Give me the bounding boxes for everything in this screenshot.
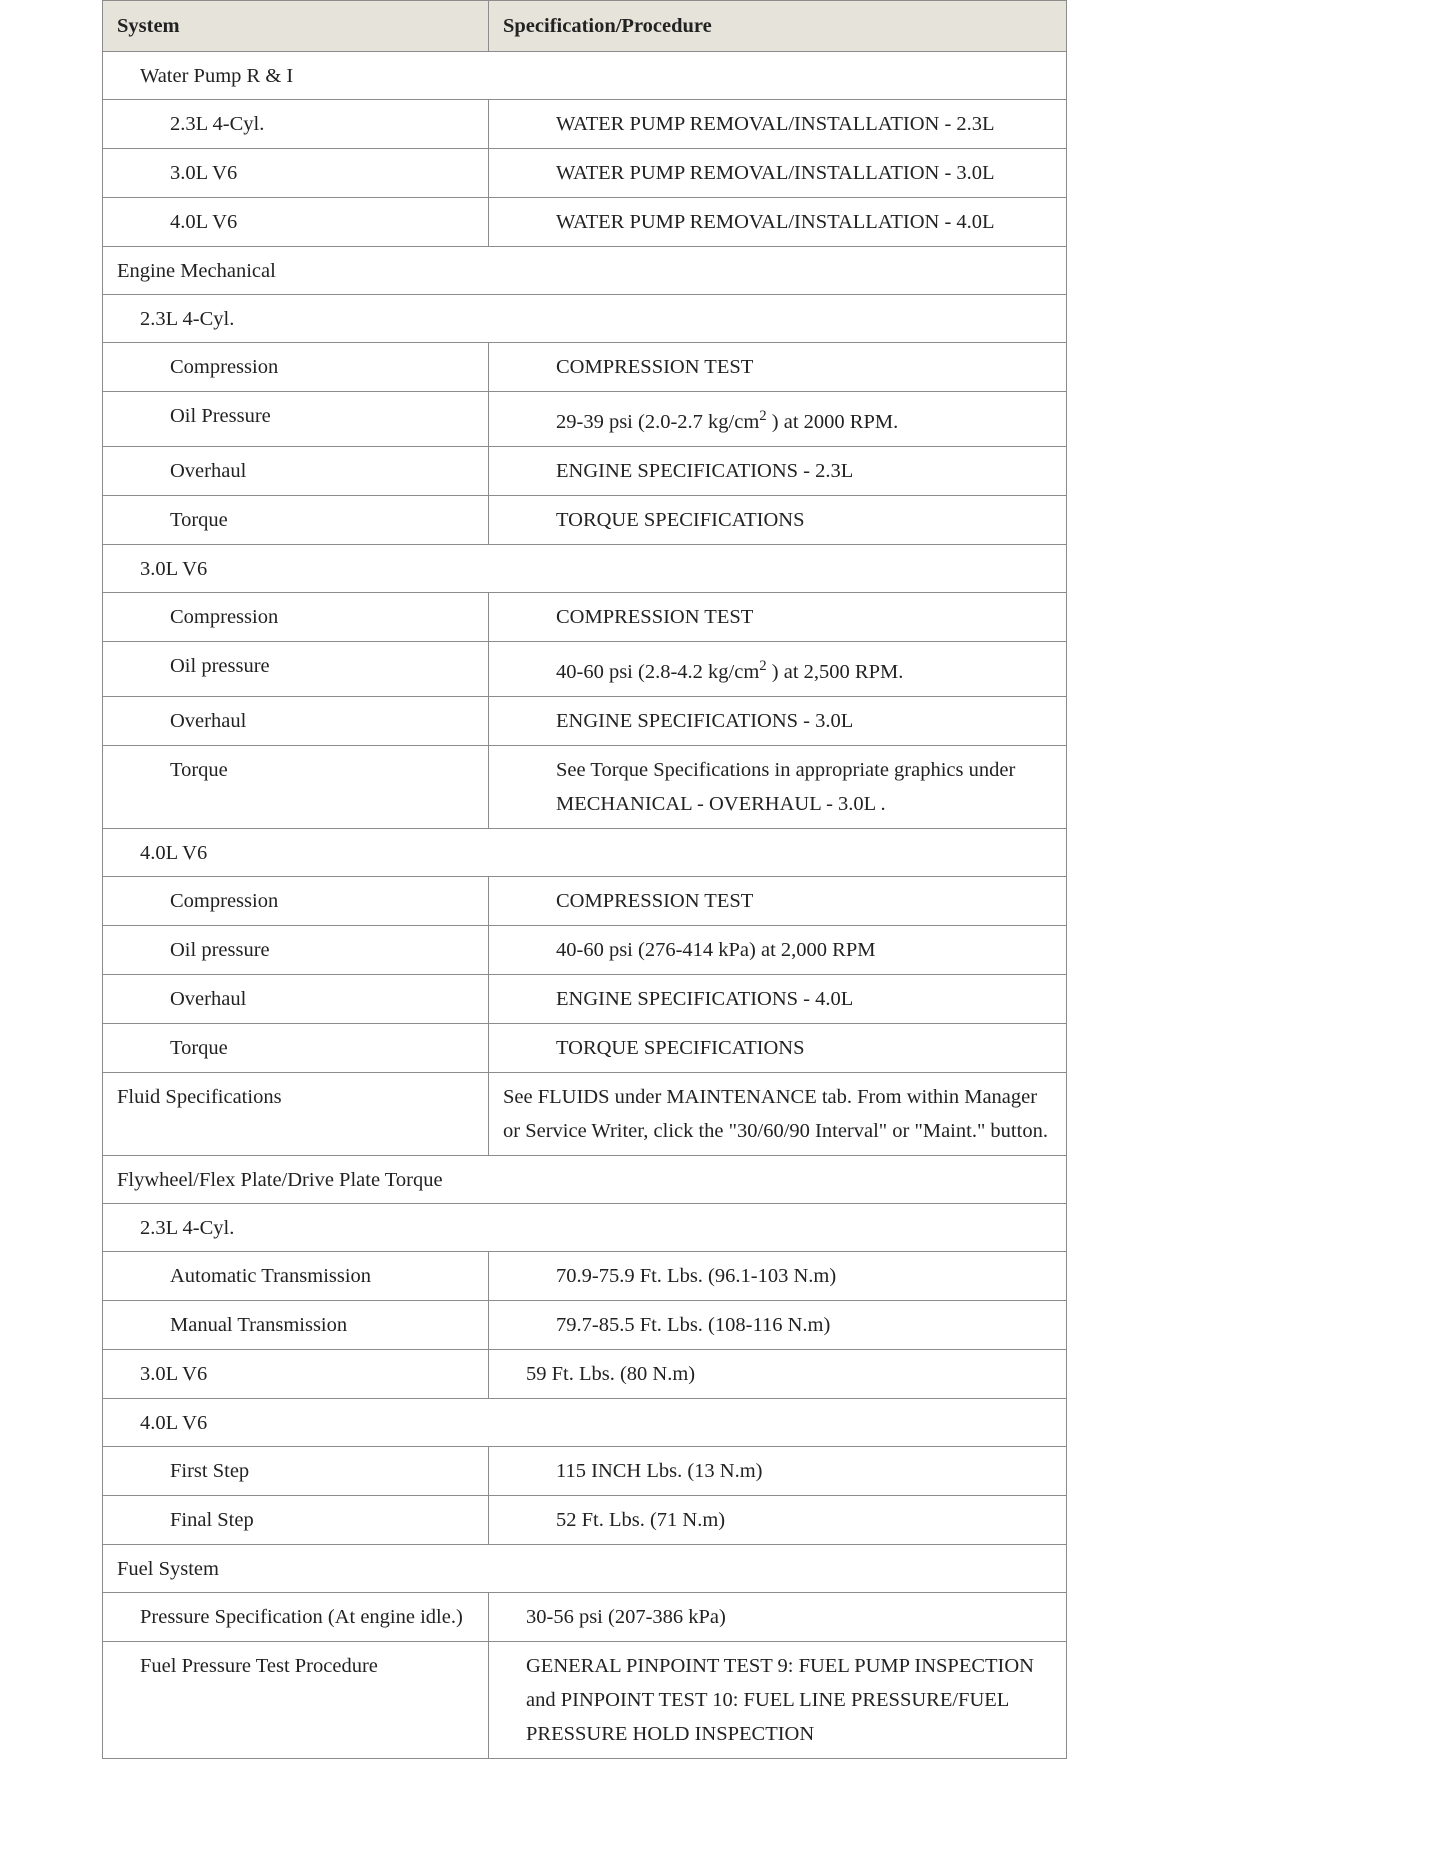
table-row <box>103 100 1067 149</box>
spec-cell <box>489 746 1067 829</box>
table-row <box>103 392 1067 447</box>
spec-cell <box>489 198 1067 247</box>
spec-value: COMPRESSION TEST <box>556 606 754 628</box>
group-label: 4.0L V6 <box>103 1399 1067 1447</box>
superscript: 2 <box>759 407 767 424</box>
spec-value: GENERAL PINPOINT TEST 9: FUEL PUMP INSPECTION and PINPOINT TEST 10: FUEL LINE PRESSURE/FUEL PRESSURE HOLD INSPECTION <box>526 1655 1034 1745</box>
table-row <box>103 1350 1067 1399</box>
spec-value: COMPRESSION TEST <box>556 890 754 912</box>
group-label: 2.3L 4-Cyl. <box>103 295 1067 343</box>
group-label: 4.0L V6 <box>103 829 1067 877</box>
system-cell: 4.0L V6 <box>103 198 489 247</box>
column-header-spec: Specification/Procedure <box>489 1 1067 52</box>
table-group-row <box>103 295 1067 343</box>
spec-value: 115 INCH Lbs. (13 N.m) <box>556 1460 763 1482</box>
table-row <box>103 1447 1067 1496</box>
spec-cell <box>489 496 1067 545</box>
system-cell: Pressure Specification (At engine idle.) <box>103 1593 489 1642</box>
spec-cell <box>489 392 1067 447</box>
spec-cell <box>489 975 1067 1024</box>
table-row <box>103 343 1067 392</box>
group-label: Flywheel/Flex Plate/Drive Plate Torque <box>103 1156 1067 1204</box>
spec-cell <box>489 1252 1067 1301</box>
table-row <box>103 1024 1067 1073</box>
spec-value: ENGINE SPECIFICATIONS - 4.0L <box>556 988 854 1010</box>
table-group-row <box>103 1204 1067 1252</box>
spec-value-suffix: ) at 2,500 RPM. <box>766 661 904 683</box>
spec-value: 29-39 psi (2.0-2.7 kg/cm <box>556 411 760 433</box>
spec-value: 79.7-85.5 Ft. Lbs. (108-116 N.m) <box>556 1314 831 1336</box>
table-row <box>103 149 1067 198</box>
system-cell: Oil Pressure <box>103 392 489 447</box>
table-row <box>103 1593 1067 1642</box>
spec-value: 70.9-75.9 Ft. Lbs. (96.1-103 N.m) <box>556 1265 837 1287</box>
spec-value: 59 Ft. Lbs. (80 N.m) <box>526 1363 696 1385</box>
group-label: Engine Mechanical <box>103 247 1067 295</box>
spec-cell <box>489 1593 1067 1642</box>
spec-value: ENGINE SPECIFICATIONS - 3.0L <box>556 710 854 732</box>
spec-cell <box>489 1024 1067 1073</box>
system-cell: Overhaul <box>103 447 489 496</box>
spec-cell <box>489 1642 1067 1759</box>
spec-value: 40-60 psi (2.8-4.2 kg/cm <box>556 661 760 683</box>
spec-table-body <box>103 52 1067 1759</box>
spec-value: ENGINE SPECIFICATIONS - 2.3L <box>556 460 854 482</box>
system-cell: Fuel Pressure Test Procedure <box>103 1642 489 1759</box>
spec-cell <box>489 593 1067 642</box>
system-cell: Torque <box>103 746 489 829</box>
table-group-row <box>103 1545 1067 1593</box>
table-row <box>103 642 1067 697</box>
system-cell: Torque <box>103 1024 489 1073</box>
system-cell: Compression <box>103 877 489 926</box>
spec-value: WATER PUMP REMOVAL/INSTALLATION - 3.0L <box>556 162 995 184</box>
table-row <box>103 877 1067 926</box>
table-row <box>103 1301 1067 1350</box>
spec-cell <box>489 1301 1067 1350</box>
group-label: 3.0L V6 <box>103 545 1067 593</box>
group-label: Fuel System <box>103 1545 1067 1593</box>
spec-value: 40-60 psi (276-414 kPa) at 2,000 RPM <box>556 939 876 961</box>
table-row <box>103 1252 1067 1301</box>
spec-table <box>102 0 1067 1759</box>
superscript: 2 <box>759 657 767 674</box>
table-group-row <box>103 829 1067 877</box>
system-cell: Compression <box>103 343 489 392</box>
table-row <box>103 198 1067 247</box>
table-group-row <box>103 545 1067 593</box>
table-row <box>103 1073 1067 1156</box>
column-header-system: System <box>103 1 489 52</box>
system-cell: Manual Transmission <box>103 1301 489 1350</box>
system-cell: Automatic Transmission <box>103 1252 489 1301</box>
spec-cell <box>489 447 1067 496</box>
spec-value: TORQUE SPECIFICATIONS <box>556 509 805 531</box>
table-group-row <box>103 247 1067 295</box>
spec-cell <box>489 1447 1067 1496</box>
table-row <box>103 746 1067 829</box>
table-group-row <box>103 1156 1067 1204</box>
spec-cell <box>489 877 1067 926</box>
spec-cell <box>489 1496 1067 1545</box>
table-row <box>103 447 1067 496</box>
header-row <box>103 1 1067 52</box>
system-cell: Compression <box>103 593 489 642</box>
spec-cell <box>489 100 1067 149</box>
spec-value-suffix: ) at 2000 RPM. <box>766 411 899 433</box>
system-cell: Fluid Specifications <box>103 1073 489 1156</box>
spec-value: WATER PUMP REMOVAL/INSTALLATION - 4.0L <box>556 211 995 233</box>
system-cell: 2.3L 4-Cyl. <box>103 100 489 149</box>
system-cell: Overhaul <box>103 975 489 1024</box>
spec-value: 52 Ft. Lbs. (71 N.m) <box>556 1509 726 1531</box>
spec-value: See FLUIDS under MAINTENANCE tab. From within Manager or Service Writer, click the "30/60/90 Interval" or "Maint." button. <box>503 1086 1048 1142</box>
system-cell: Final Step <box>103 1496 489 1545</box>
spec-cell <box>489 1350 1067 1399</box>
spec-value: 30-56 psi (207-386 kPa) <box>526 1606 726 1628</box>
system-cell: Torque <box>103 496 489 545</box>
spec-value: TORQUE SPECIFICATIONS <box>556 1037 805 1059</box>
spec-cell <box>489 926 1067 975</box>
system-cell: Overhaul <box>103 697 489 746</box>
group-label: Water Pump R & I <box>103 52 1067 100</box>
spec-cell <box>489 343 1067 392</box>
table-group-row <box>103 1399 1067 1447</box>
table-row <box>103 926 1067 975</box>
system-cell: Oil pressure <box>103 926 489 975</box>
table-group-row <box>103 52 1067 100</box>
spec-value: WATER PUMP REMOVAL/INSTALLATION - 2.3L <box>556 113 995 135</box>
table-row <box>103 975 1067 1024</box>
table-row <box>103 697 1067 746</box>
system-cell: 3.0L V6 <box>103 149 489 198</box>
spec-cell <box>489 149 1067 198</box>
spec-cell <box>489 642 1067 697</box>
spec-value: COMPRESSION TEST <box>556 356 754 378</box>
spec-cell <box>489 697 1067 746</box>
system-cell: First Step <box>103 1447 489 1496</box>
group-label: 2.3L 4-Cyl. <box>103 1204 1067 1252</box>
spec-value: See Torque Specifications in appropriate graphics under MECHANICAL - OVERHAUL - 3.0L . <box>556 759 1016 815</box>
spec-cell <box>489 1073 1067 1156</box>
table-row <box>103 496 1067 545</box>
table-row <box>103 1496 1067 1545</box>
system-cell: Oil pressure <box>103 642 489 697</box>
table-row <box>103 1642 1067 1759</box>
system-cell: 3.0L V6 <box>103 1350 489 1399</box>
table-row <box>103 593 1067 642</box>
